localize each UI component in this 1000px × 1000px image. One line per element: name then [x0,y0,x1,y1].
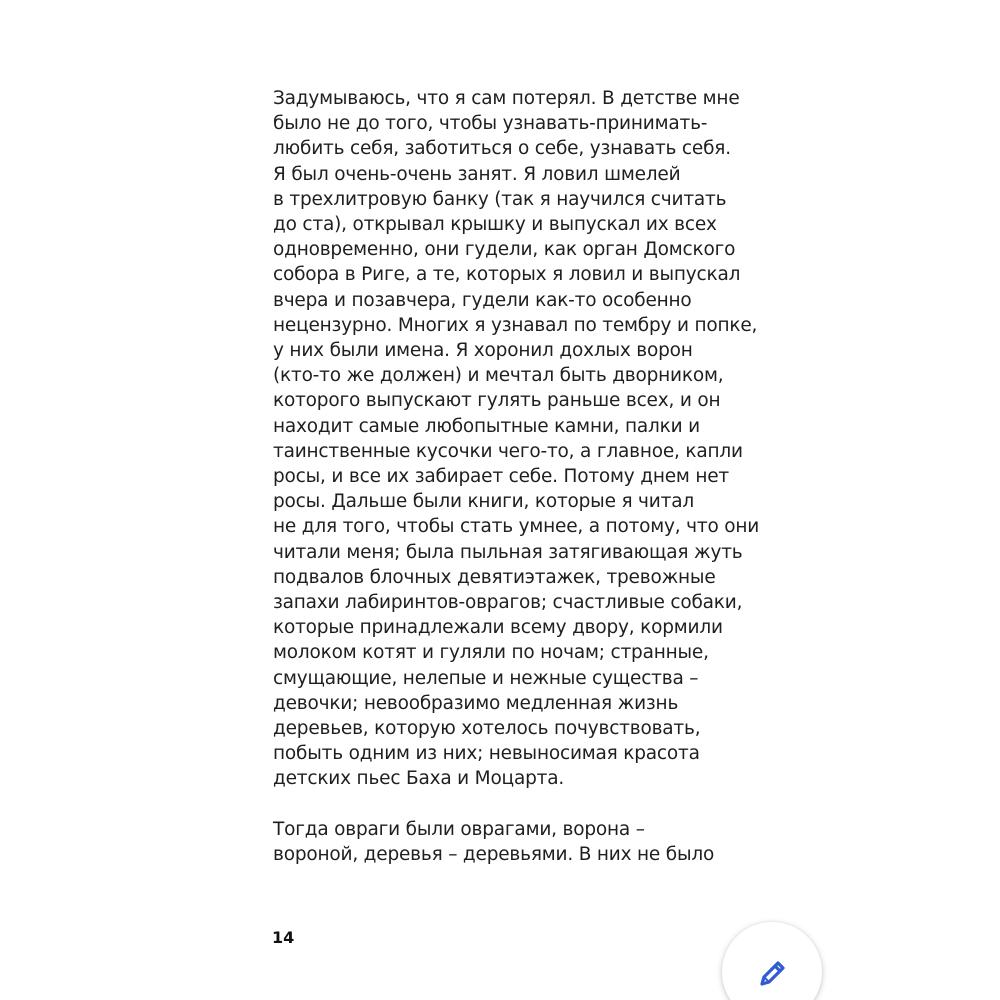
paragraph-1-line: деревьев, которую хотелось почувствовать, [273,718,701,740]
paragraph-1-line: собора в Риге, а те, которых я ловил и выпускал [273,264,741,286]
paragraph-1-line: одновременно, они гудели, как орган Домского [273,239,736,261]
edit-button[interactable] [722,922,822,1000]
paragraph-1-line: у них были имена. Я хоронил дохлых ворон [273,340,693,362]
paragraph-1-line: было не до того, чтобы узнавать-принимать- [273,113,708,135]
paragraph-1-line: подвалов блочных девятиэтажек, тревожные [273,566,716,588]
paragraph-1-line: таинственные кусочки чего-то, а главное, капли [273,440,743,462]
paragraph-1-line: до ста), открывал крышку и выпускал их всех [273,214,717,236]
pencil-icon [754,956,790,992]
page-number: 14 [272,928,295,947]
paragraph-1-line: в трехлитровую банку (так я научился считать [273,188,727,210]
paragraph-1-line: побыть одним из них; невыносимая красота [273,743,700,765]
paragraph-1-line: которого выпускают гулять раньше всех, и он [273,390,721,412]
paragraph-1-line: запахи лабиринтов-оврагов; счастливые собаки, [273,592,743,614]
paragraph-2-line: Тогда овраги были оврагами, ворона – [273,818,645,840]
page-text [273,86,760,867]
paragraph-1-line: Задумываюсь, что я сам потерял. В детстве мне [273,88,740,109]
paragraph-1-line: росы, и все их забирает себе. Потому днем нет [273,466,729,488]
paragraph-1-line: вчера и позавчера, гудели как-то особенно [273,289,692,311]
paragraph-1-line: находит самые любопытные камни, палки и [273,415,700,437]
paragraph-1-line: девочки; невообразимо медленная жизнь [273,692,679,714]
paragraph-1-line: любить себя, заботиться о себе, узнавать себя. [273,138,731,160]
paragraph-1-line: детских пьес Баха и Моцарта. [273,768,565,790]
paragraph-1-line: не для того, чтобы стать умнее, а потому, что они [273,516,760,538]
paragraph-1-line: нецензурно. Многих я узнавал по тембру и попке, [273,314,758,336]
paragraph-2-line: вороной, деревья – деревьями. В них не было [273,843,715,865]
paragraph-1-line: читали меня; была пыльная затягивающая жуть [273,541,743,563]
paragraph-1 [273,86,760,792]
paragraph-1-line: росы. Дальше были книги, которые я читал [273,491,694,513]
paragraph-2 [273,817,753,867]
paragraph-1-line: смущающие, нелепые и нежные существа – [273,667,699,689]
paragraph-1-line: (кто-то же должен) и мечтал быть дворником, [273,365,724,387]
paragraph-1-line: Я был очень-очень занят. Я ловил шмелей [273,163,681,185]
paragraph-1-line: молоком котят и гуляли по ночам; странные, [273,642,709,664]
paragraph-1-line: которые принадлежали всему двору, кормили [273,617,723,639]
